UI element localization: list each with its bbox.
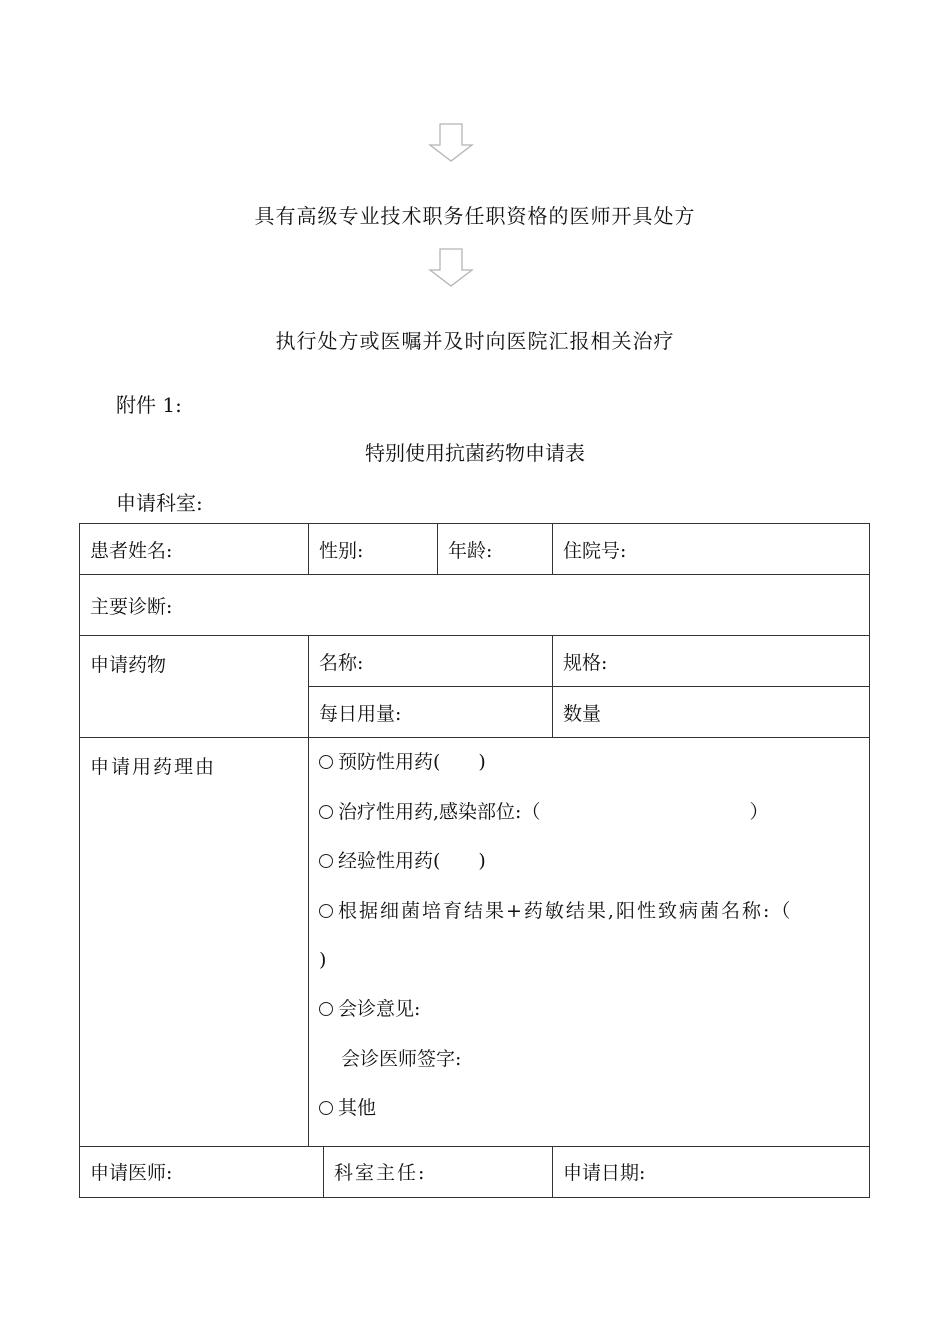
applicant-doctor-cell[interactable] <box>80 1146 324 1197</box>
reason-culture-label: 根据细菌培育结果+药敏结果,阳性致病菌名称:（ <box>338 899 793 922</box>
patient-name-label: 患者姓名: <box>90 539 173 562</box>
reason-other-label: 其他 <box>338 1097 377 1119</box>
department-head-label: 科室主任: <box>334 1162 427 1184</box>
age-label: 年龄: <box>448 539 493 562</box>
drug-name-cell[interactable] <box>309 636 553 687</box>
reason-other[interactable] <box>319 1096 859 1146</box>
gender-label: 性别: <box>319 539 364 562</box>
age-cell[interactable] <box>438 524 553 575</box>
drug-name-label: 名称: <box>319 651 364 674</box>
quantity-cell[interactable] <box>553 687 870 738</box>
down-arrow-icon <box>428 248 474 288</box>
applicant-doctor-label: 申请医师: <box>90 1162 173 1184</box>
reason-consultation-label: 会诊意见: <box>338 998 421 1020</box>
attachment-label: 附件 1: <box>116 393 182 417</box>
radio-circle-icon[interactable] <box>319 1101 333 1115</box>
flow-step-prescription: 具有高级专业技术职务任职资格的医师开具处方 <box>254 204 696 228</box>
reason-culture-close: ) <box>319 949 327 971</box>
drug-spec-cell[interactable] <box>553 636 870 687</box>
apply-date-cell[interactable] <box>553 1146 870 1197</box>
reason-culture-continued <box>319 948 859 997</box>
reason-therapeutic[interactable] <box>319 800 859 850</box>
reason-culture[interactable] <box>319 899 859 949</box>
reason-label: 申请用药理由 <box>90 756 217 778</box>
reason-prophylactic-label: 预防性用药( ) <box>338 751 486 773</box>
radio-circle-icon[interactable] <box>319 904 333 918</box>
radio-circle-icon[interactable] <box>319 1002 333 1016</box>
daily-dose-label: 每日用量: <box>319 702 402 725</box>
drug-label: 申请药物 <box>90 654 167 676</box>
reason-empirical-label: 经验性用药( ) <box>338 850 486 872</box>
reason-prophylactic[interactable] <box>319 750 859 800</box>
admission-number-label: 住院号: <box>563 539 627 562</box>
flow-step-execute: 执行处方或医嘱并及时向医院汇报相关治疗 <box>275 329 675 353</box>
radio-circle-icon[interactable] <box>319 755 333 769</box>
reason-options-cell <box>309 738 870 1147</box>
consultant-signature-label: 会诊医师签字: <box>341 1047 462 1070</box>
diagnosis-cell[interactable] <box>80 575 870 636</box>
gender-cell[interactable] <box>309 524 438 575</box>
department-label: 申请科室: <box>116 491 203 515</box>
department-head-cell[interactable] <box>324 1146 553 1197</box>
quantity-label: 数量 <box>563 702 602 725</box>
diagnosis-label: 主要诊断: <box>90 595 173 618</box>
application-form-table <box>79 523 870 1198</box>
reason-empirical[interactable] <box>319 849 859 899</box>
daily-dose-cell[interactable] <box>309 687 553 738</box>
drug-label-cell <box>80 636 309 738</box>
drug-spec-label: 规格: <box>563 651 608 674</box>
apply-date-label: 申请日期: <box>563 1162 646 1184</box>
reason-label-cell <box>80 738 309 1147</box>
radio-circle-icon[interactable] <box>319 854 333 868</box>
reason-consultation[interactable] <box>319 997 859 1047</box>
consultant-signature[interactable] <box>319 1047 859 1097</box>
down-arrow-icon <box>428 123 474 163</box>
admission-number-cell[interactable] <box>553 524 870 575</box>
patient-name-cell[interactable] <box>80 524 309 575</box>
radio-circle-icon[interactable] <box>319 805 333 819</box>
reason-therapeutic-label: 治疗性用药,感染部位:（ ） <box>338 800 769 823</box>
form-title: 特别使用抗菌药物申请表 <box>365 441 585 465</box>
